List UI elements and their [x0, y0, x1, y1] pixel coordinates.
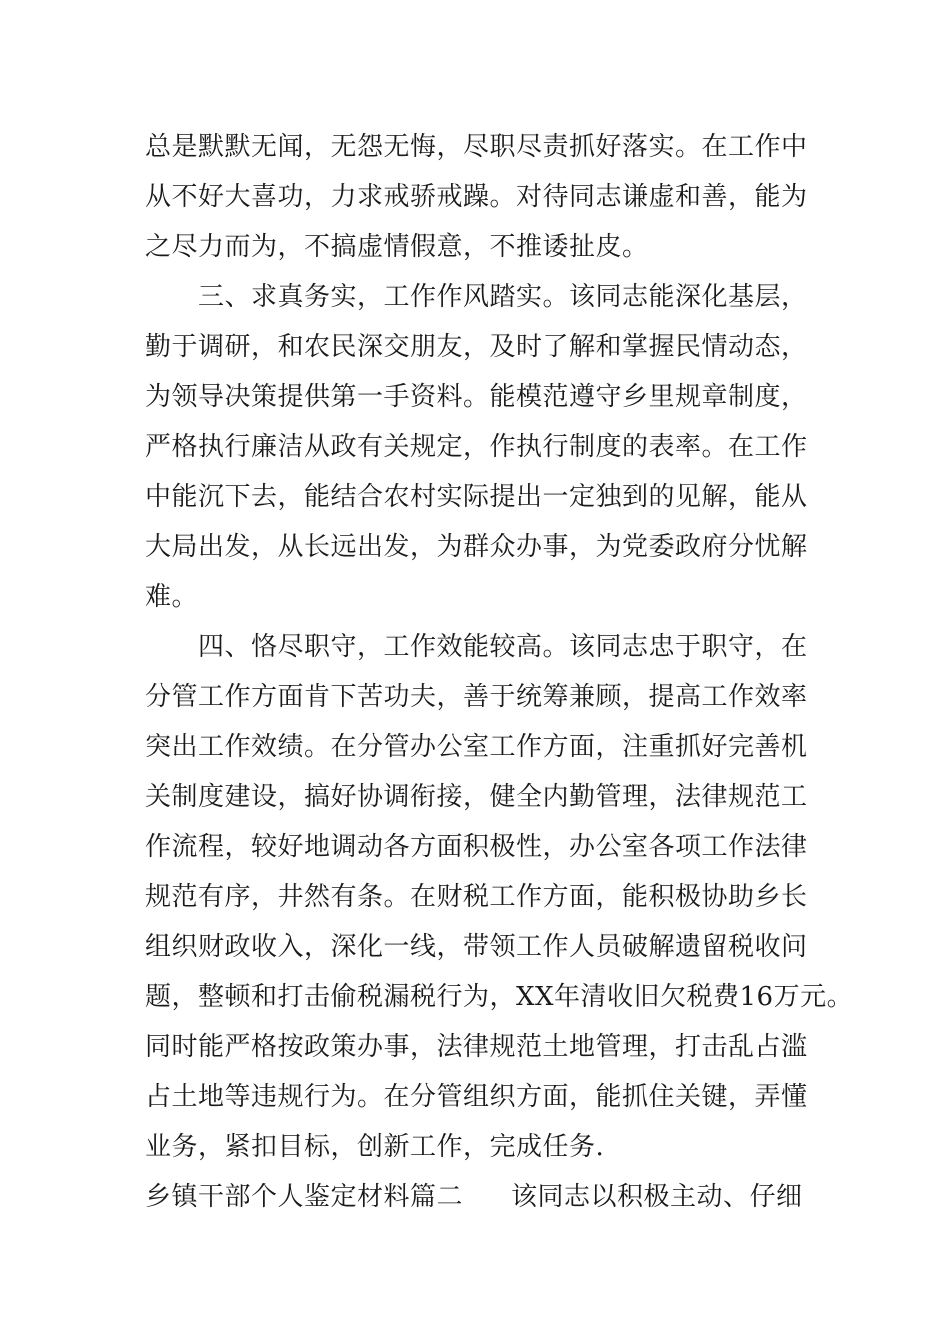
text-line: 从不好大喜功，力求戒骄戒躁。对待同志谦虚和善，能为 [145, 182, 808, 212]
text-line: 勤于调研，和农民深交朋友，及时了解和掌握民情动态， [145, 332, 808, 362]
text-line: 之尽力而为，不搞虚情假意，不推诿扯皮。 [145, 232, 649, 262]
heading-continuation: 该同志以积极主动、仔细 [511, 1182, 803, 1212]
text-line: 大局出发，从长远出发，为群众办事，为党委政府分忧解 [145, 532, 808, 562]
text-line: 总是默默无闻，无怨无悔，尽职尽责抓好落实。在工作中 [145, 132, 808, 162]
text-line: 组织财政收入，深化一线，带领工作人员破解遗留税收问 [145, 932, 808, 962]
section-heading: 乡镇干部个人鉴定材料篇二 [145, 1182, 464, 1212]
text-line: 规范有序，井然有条。在财税工作方面，能积极协助乡长 [145, 882, 808, 912]
text-line: 占土地等违规行为。在分管组织方面，能抓住关键，弄懂 [145, 1082, 808, 1112]
text-line: 关制度建设，搞好协调衔接，健全内勤管理，法律规范工 [145, 782, 808, 812]
text-line: 中能沉下去，能结合农村实际提出一定独到的见解，能从 [145, 482, 808, 512]
text-line: 严格执行廉洁从政有关规定，作执行制度的表率。在工作 [145, 432, 808, 462]
text-line: 业务，紧扣目标，创新工作，完成任务. [145, 1132, 605, 1162]
text-line: 突出工作效绩。在分管办公室工作方面，注重抓好完善机 [145, 732, 808, 762]
text-line: 难。 [145, 582, 199, 612]
text-line: 同时能严格按政策办事，法律规范土地管理，打击乱占滥 [145, 1032, 808, 1062]
text-line: 题，整顿和打击偷税漏税行为，XX年清收旧欠税费16万元。 [145, 982, 854, 1012]
section-heading-line [145, 1172, 803, 1222]
paragraph-start: 三、求真务实，工作作风踏实。该同志能深化基层， [198, 282, 808, 312]
text-line: 分管工作方面肯下苦功夫，善于统筹兼顾，提高工作效率 [145, 682, 808, 712]
paragraph-start: 四、恪尽职守，工作效能较高。该同志忠于职守，在 [198, 632, 808, 662]
text-line: 作流程，较好地调动各方面积极性，办公室各项工作法律 [145, 832, 808, 862]
text-line: 为领导决策提供第一手资料。能模范遵守乡里规章制度， [145, 382, 808, 412]
